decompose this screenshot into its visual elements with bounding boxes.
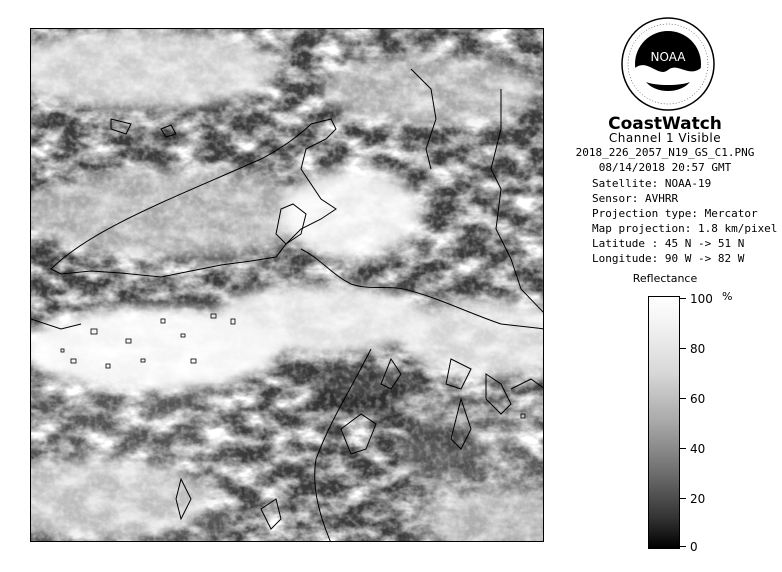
sensor-label: Sensor: AVHRR <box>592 192 679 205</box>
channel-subtitle: Channel 1 Visible <box>608 131 722 145</box>
map-projection-label: Map projection: 1.8 km/pixel <box>592 222 778 235</box>
colorbar-title: Reflectance <box>632 272 698 285</box>
latitude-label: Latitude : 45 N -> 51 N <box>592 237 745 250</box>
colorbar-tick <box>680 546 686 547</box>
satellite-image-canvas <box>31 29 544 542</box>
colorbar-tick <box>680 398 686 399</box>
colorbar-tick-label: 20 <box>690 492 706 506</box>
file-name: 2018_226_2057_N19_GS_C1.PNG <box>575 146 755 159</box>
satellite-label: Satellite: NOAA-19 <box>592 177 712 190</box>
noaa-logo-emblem <box>620 16 716 112</box>
colorbar-tick <box>680 348 686 349</box>
colorbar-tick-label: 100 <box>690 292 713 306</box>
speckle-texture <box>31 29 544 542</box>
product-title: CoastWatch <box>608 114 722 134</box>
logo-text: NOAA <box>650 50 686 64</box>
colorbar-tick <box>680 448 686 449</box>
colorbar-unit: % <box>722 290 733 303</box>
noaa-logo <box>620 16 716 112</box>
colorbar-tick-label: 80 <box>690 342 706 356</box>
colorbar-tick-label: 40 <box>690 442 706 456</box>
date-time: 08/14/2018 20:57 GMT <box>598 161 732 174</box>
satellite-image <box>30 28 544 542</box>
colorbar-tick-label: 60 <box>690 392 706 406</box>
colorbar-tick <box>680 298 686 299</box>
colorbar-tick-label: 0 <box>690 540 698 554</box>
projection-type-label: Projection type: Mercator <box>592 207 758 220</box>
reflectance-colorbar <box>648 296 680 549</box>
longitude-label: Longitude: 90 W -> 82 W <box>592 252 745 265</box>
colorbar-tick <box>680 498 686 499</box>
